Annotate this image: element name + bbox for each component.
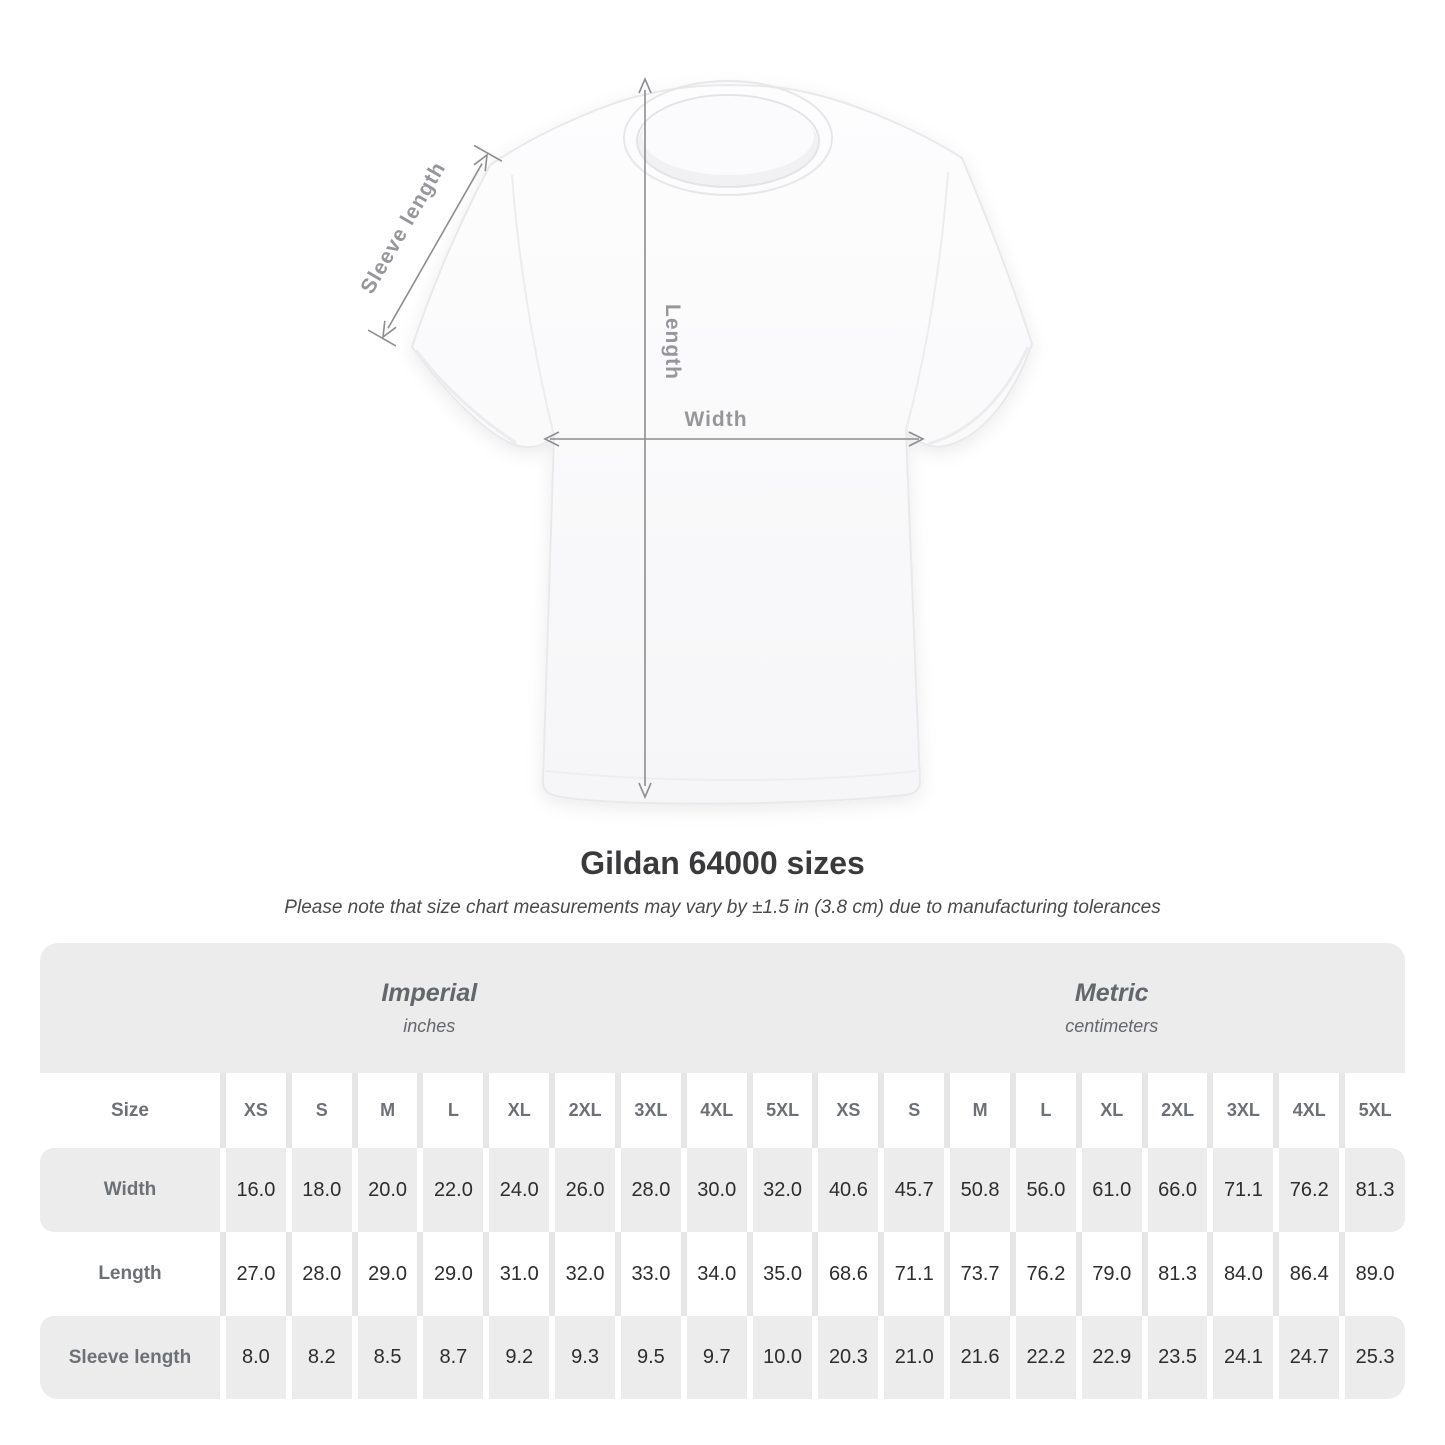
value-cell-metric: 21.0 — [884, 1316, 944, 1399]
value-cell-metric: 61.0 — [1082, 1148, 1142, 1232]
size-col-header-imperial-xs: XS — [226, 1073, 286, 1148]
size-col-header-metric-2xl: 2XL — [1148, 1073, 1208, 1148]
value-cell-imperial: 8.5 — [358, 1316, 418, 1399]
imperial-section-header — [40, 943, 819, 1073]
value-cell-metric: 73.7 — [950, 1232, 1010, 1316]
imperial-unit: inches — [403, 1016, 456, 1036]
value-cell-metric: 79.0 — [1082, 1232, 1142, 1316]
value-cell-imperial: 32.0 — [555, 1232, 615, 1316]
size-col-header-metric-xs: XS — [818, 1073, 878, 1148]
value-cell-imperial: 16.0 — [226, 1148, 286, 1232]
value-cell-metric: 68.6 — [818, 1232, 878, 1316]
measurement-row-label: Length — [40, 1232, 220, 1316]
value-cell-imperial: 9.2 — [489, 1316, 549, 1399]
value-cell-imperial: 27.0 — [226, 1232, 286, 1316]
value-cell-imperial: 9.7 — [687, 1316, 747, 1399]
value-cell-metric: 22.2 — [1016, 1316, 1076, 1399]
sleeve-length-row — [40, 1316, 1405, 1399]
tolerance-note: Please note that size chart measurements may vary by ±1.5 in (3.8 cm) due to manufacturing tolerances — [284, 897, 1161, 918]
size-col-header-metric-m: M — [950, 1073, 1010, 1148]
units-header-band — [40, 943, 1405, 1073]
value-cell-metric: 56.0 — [1016, 1148, 1076, 1232]
sleeve-length-label: Sleeve length — [356, 157, 451, 298]
size-col-header-imperial-5xl: 5XL — [753, 1073, 813, 1148]
page-title: Gildan 64000 sizes — [580, 845, 865, 881]
value-cell-metric: 21.6 — [950, 1316, 1010, 1399]
size-col-header-imperial-xl: XL — [489, 1073, 549, 1148]
value-cell-imperial: 9.5 — [621, 1316, 681, 1399]
value-cell-metric: 81.3 — [1345, 1148, 1405, 1232]
value-cell-imperial: 9.3 — [555, 1316, 615, 1399]
value-cell-imperial: 22.0 — [423, 1148, 483, 1232]
value-cell-imperial: 35.0 — [753, 1232, 813, 1316]
value-cell-metric: 89.0 — [1345, 1232, 1405, 1316]
value-cell-imperial: 28.0 — [292, 1232, 352, 1316]
value-cell-imperial: 29.0 — [423, 1232, 483, 1316]
value-cell-metric: 50.8 — [950, 1148, 1010, 1232]
value-cell-metric: 76.2 — [1279, 1148, 1339, 1232]
value-cell-imperial: 26.0 — [555, 1148, 615, 1232]
value-cell-metric: 66.0 — [1148, 1148, 1208, 1232]
value-cell-metric: 45.7 — [884, 1148, 944, 1232]
value-cell-imperial: 31.0 — [489, 1232, 549, 1316]
tshirt-image — [412, 81, 1032, 804]
value-cell-imperial: 24.0 — [489, 1148, 549, 1232]
size-col-header-imperial-3xl: 3XL — [621, 1073, 681, 1148]
size-col-header-imperial-m: M — [358, 1073, 418, 1148]
value-cell-imperial: 32.0 — [753, 1148, 813, 1232]
value-cell-imperial: 29.0 — [358, 1232, 418, 1316]
value-cell-imperial: 30.0 — [687, 1148, 747, 1232]
value-cell-metric: 81.3 — [1148, 1232, 1208, 1316]
length-row — [40, 1232, 1405, 1316]
value-cell-metric: 22.9 — [1082, 1316, 1142, 1399]
value-cell-imperial: 18.0 — [292, 1148, 352, 1232]
value-cell-imperial: 8.7 — [423, 1316, 483, 1399]
value-cell-metric: 71.1 — [884, 1232, 944, 1316]
value-cell-metric: 23.5 — [1148, 1316, 1208, 1399]
value-cell-metric: 24.7 — [1279, 1316, 1339, 1399]
value-cell-metric: 76.2 — [1016, 1232, 1076, 1316]
size-col-header-imperial-4xl: 4XL — [687, 1073, 747, 1148]
width-label: Width — [684, 408, 748, 431]
value-cell-metric: 71.1 — [1213, 1148, 1273, 1232]
size-col-header-imperial-l: L — [423, 1073, 483, 1148]
metric-unit: centimeters — [1065, 1016, 1159, 1036]
value-cell-metric: 25.3 — [1345, 1316, 1405, 1399]
value-cell-imperial: 28.0 — [621, 1148, 681, 1232]
size-table — [40, 943, 1405, 1399]
value-cell-imperial: 34.0 — [687, 1232, 747, 1316]
value-cell-imperial: 8.2 — [292, 1316, 352, 1399]
size-header-row — [40, 1073, 1405, 1148]
size-col-header-metric-xl: XL — [1082, 1073, 1142, 1148]
value-cell-metric: 24.1 — [1213, 1316, 1273, 1399]
value-cell-metric: 86.4 — [1279, 1232, 1339, 1316]
size-col-header-metric-3xl: 3XL — [1213, 1073, 1273, 1148]
size-row-label: Size — [40, 1073, 220, 1148]
value-cell-imperial: 8.0 — [226, 1316, 286, 1399]
length-label: Length — [661, 304, 684, 380]
size-col-header-metric-l: L — [1016, 1073, 1076, 1148]
value-cell-metric: 40.6 — [818, 1148, 878, 1232]
size-col-header-metric-s: S — [884, 1073, 944, 1148]
size-col-header-imperial-2xl: 2XL — [555, 1073, 615, 1148]
width-row — [40, 1148, 1405, 1232]
measurement-row-label: Width — [40, 1148, 220, 1232]
measurement-row-label: Sleeve length — [40, 1316, 220, 1399]
size-col-header-metric-5xl: 5XL — [1345, 1073, 1405, 1148]
value-cell-metric: 20.3 — [818, 1316, 878, 1399]
metric-section-header — [819, 943, 1406, 1073]
imperial-title: Imperial — [381, 979, 478, 1007]
value-cell-imperial: 33.0 — [621, 1232, 681, 1316]
metric-title: Metric — [1074, 979, 1149, 1007]
value-cell-metric: 84.0 — [1213, 1232, 1273, 1316]
size-col-header-imperial-s: S — [292, 1073, 352, 1148]
value-cell-imperial: 20.0 — [358, 1148, 418, 1232]
value-cell-imperial: 10.0 — [753, 1316, 813, 1399]
size-col-header-metric-4xl: 4XL — [1279, 1073, 1339, 1148]
